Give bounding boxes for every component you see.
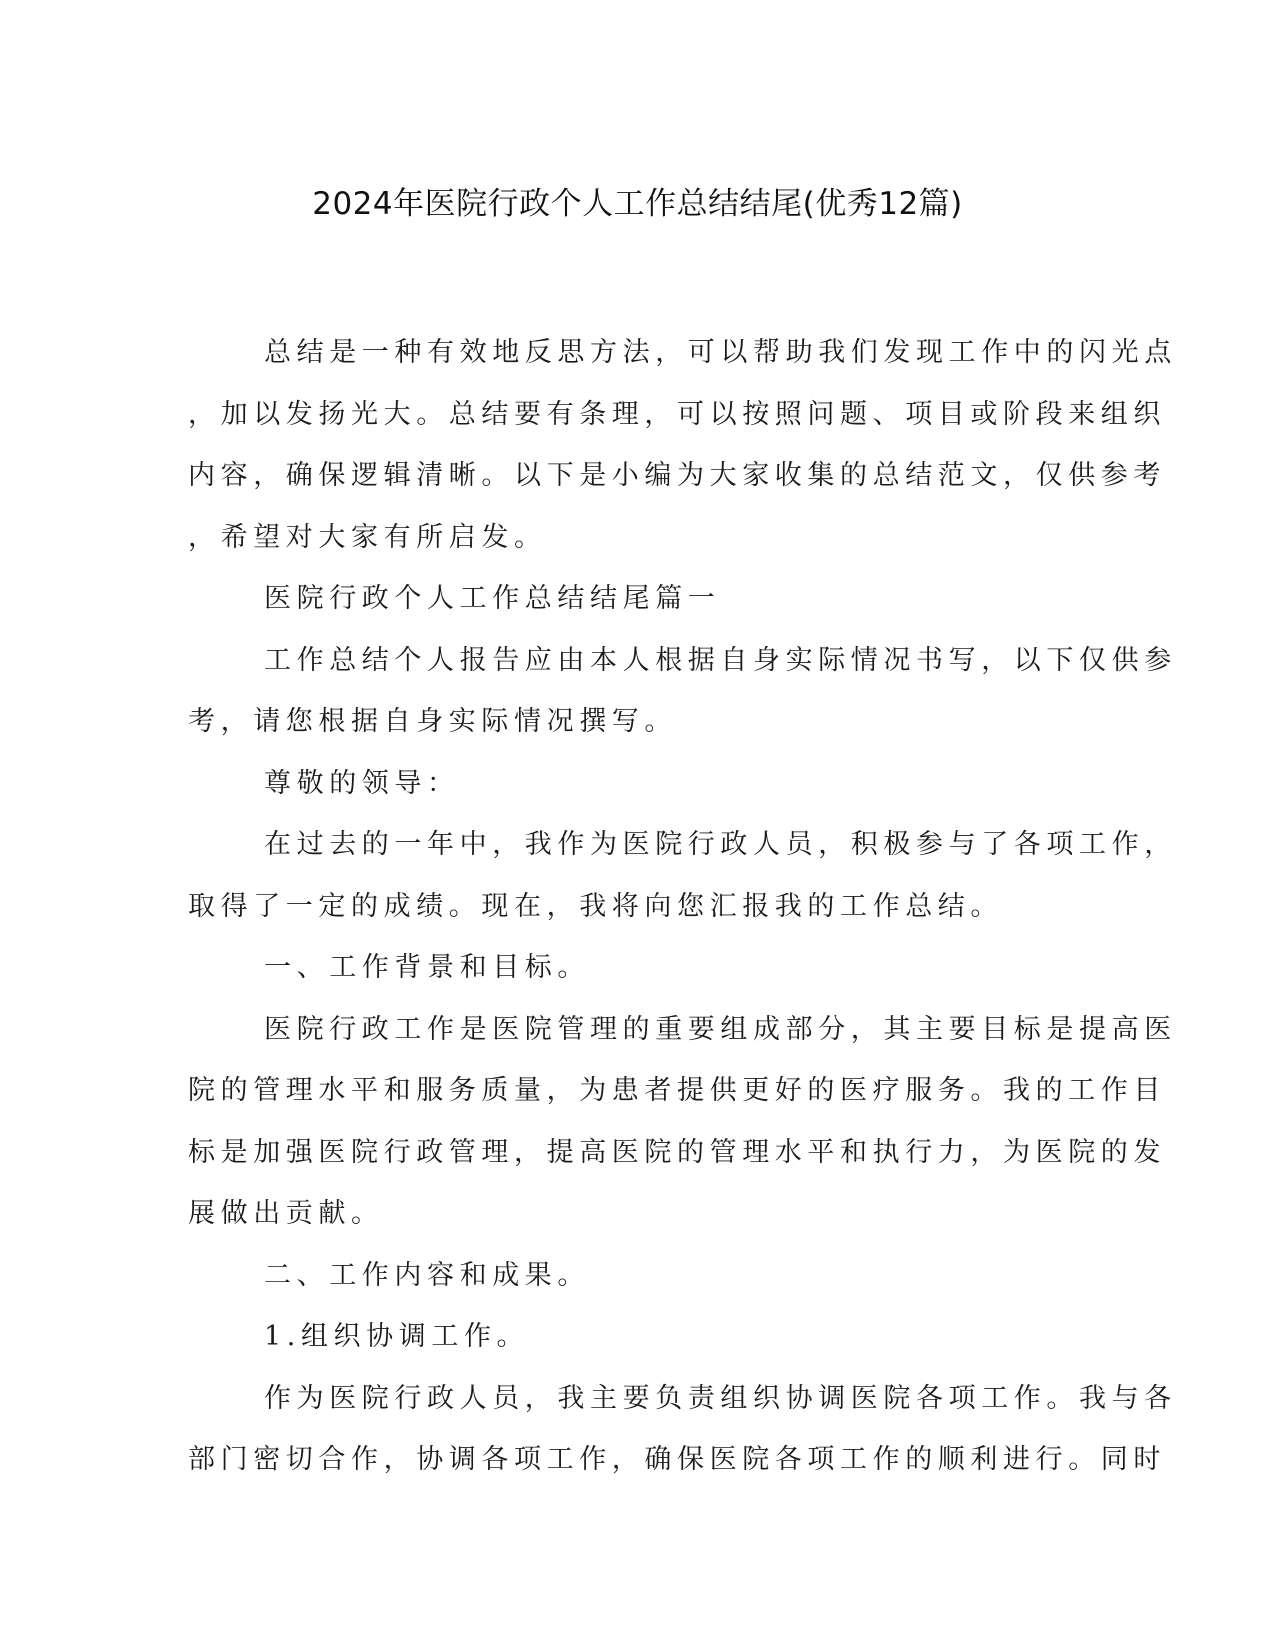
document-body xyxy=(188,322,1177,1491)
text-line: 内容，确保逻辑清晰。以下是小编为大家收集的总结范文，仅供参考 xyxy=(188,460,1166,491)
text-line: 部门密切合作，协调各项工作，确保医院各项工作的顺利进行。同时 xyxy=(188,1444,1166,1475)
subheading: 二、工作内容和成果。 xyxy=(264,1259,590,1291)
document-title: 2024年医院行政个人工作总结结尾(优秀12篇) xyxy=(312,186,963,222)
salutation: 尊敬的领导： xyxy=(264,767,460,799)
text-line: 展做出贡献。 xyxy=(188,1198,384,1229)
text-line: 考，请您根据自身实际情况撰写。 xyxy=(188,706,677,737)
section-heading: 医院行政个人工作总结结尾篇一 xyxy=(264,583,721,614)
text-line: 工作总结个人报告应由本人根据自身实际情况书写，以下仅供参 xyxy=(264,644,1177,676)
subheading: 1.组织协调工作。 xyxy=(264,1321,530,1352)
text-line: 取得了一定的成绩。现在，我将向您汇报我的工作总结。 xyxy=(188,890,1003,922)
text-line: 标是加强医院行政管理，提高医院的管理水平和执行力，为医院的发 xyxy=(188,1136,1166,1168)
text-line: 医院行政工作是医院管理的重要组成部分，其主要目标是提高医 xyxy=(264,1013,1177,1045)
text-line: ，加以发扬光大。总结要有条理，可以按照问题、项目或阶段来组织 xyxy=(188,398,1166,430)
text-line: 在过去的一年中，我作为医院行政人员，积极参与了各项工作， xyxy=(264,829,1177,860)
subheading: 一、工作背景和目标。 xyxy=(264,952,590,983)
text-line: 作为医院行政人员，我主要负责组织协调医院各项工作。我与各 xyxy=(264,1382,1177,1414)
text-line: 院的管理水平和服务质量，为患者提供更好的医疗服务。我的工作目 xyxy=(188,1075,1166,1106)
text-line: 总结是一种有效地反思方法，可以帮助我们发现工作中的闪光点 xyxy=(264,337,1177,368)
text-line: ，希望对大家有所启发。 xyxy=(188,521,547,553)
